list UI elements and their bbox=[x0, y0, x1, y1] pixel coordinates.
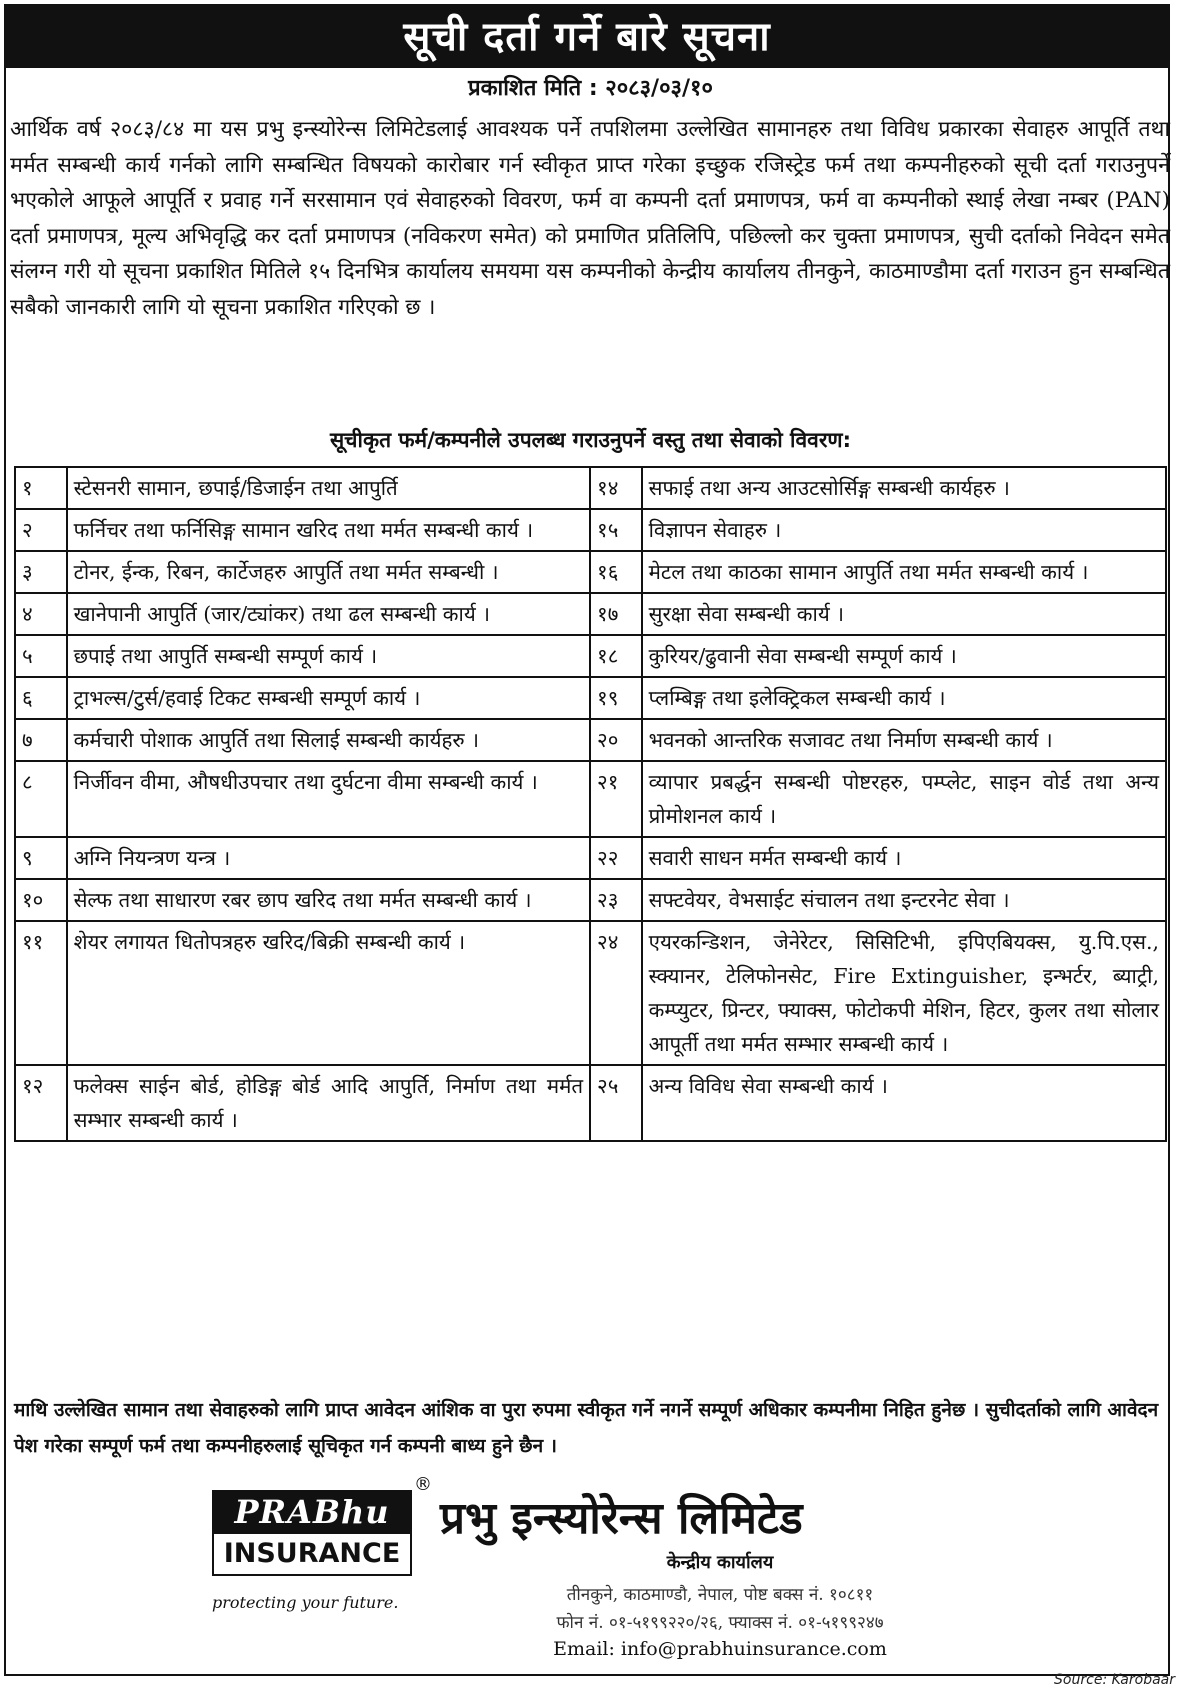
item-description: मेटल तथा काठका सामान आपुर्ति तथा मर्मत सम्बन्धी कार्य । bbox=[642, 551, 1166, 593]
registered-mark: ® bbox=[414, 1474, 432, 1495]
item-description: निर्जीवन वीमा, औषधीउपचार तथा दुर्घटना वीमा सम्बन्धी कार्य । bbox=[67, 761, 590, 837]
office-type: केन्द्रीय कार्यालय bbox=[666, 1552, 774, 1573]
item-description: व्यापार प्रबर्द्धन सम्बन्धी पोष्टरहरु, पम्प्लेट, साइन वोर्ड तथा अन्य प्रोमोशनल कार्य । bbox=[642, 761, 1166, 837]
logo-prabhu-text: PRABhu bbox=[212, 1490, 412, 1534]
item-number: १२ bbox=[15, 1065, 67, 1141]
item-description: एयरकन्डिशन, जेनेरेटर, सिसिटिभी, इपिएबियक्स, यु.पि.एस., स्क्यानर, टेलिफोनसेट, Fire Extinguisher, इन्भर्टर, ब्याट्री, कम्प्युटर, प्रिन्टर, फ्याक्स, फोटोकपी मेशिन, हिटर, कुलर तथा सोलार आपूर्ती तथा मर्मत सम्भार सम्बन्धी कार्य । bbox=[642, 921, 1166, 1065]
item-number: ८ bbox=[15, 761, 67, 837]
item-number: २५ bbox=[590, 1065, 642, 1141]
source-credit: Source: Karobaar bbox=[1054, 1672, 1175, 1688]
item-number: २२ bbox=[590, 837, 642, 879]
item-number: ७ bbox=[15, 719, 67, 761]
table-row bbox=[15, 635, 1166, 677]
item-number: १५ bbox=[590, 509, 642, 551]
item-description: भवनको आन्तरिक सजावट तथा निर्माण सम्बन्धी कार्य । bbox=[642, 719, 1166, 761]
table-row bbox=[15, 879, 1166, 921]
item-description: छपाई तथा आपुर्ति सम्बन्धी सम्पूर्ण कार्य । bbox=[67, 635, 590, 677]
item-number: २४ bbox=[590, 921, 642, 1065]
phone-line: फोन नं. ०१-५१९९२२०/२६, फ्याक्स नं. ०१-५१९९२४७ bbox=[556, 1613, 884, 1633]
table-row bbox=[15, 719, 1166, 761]
notice-body: आर्थिक वर्ष २०८३/८४ मा यस प्रभु इन्स्योरेन्स लिमिटेडलाई आवश्यक पर्ने तपशिलमा उल्लेखित सामानहरु तथा विविध प्रकारका सेवाहरु आपूर्ति तथा मर्मत सम्बन्धी कार्य गर्नको लागि सम्बन्धित विषयको कारोबार गर्न स्वीकृत प्राप्त गरेका इच्छुक रजिस्ट्रेड फर्म तथा कम्पनीहरुको सूची दर्ता गराउनुपर्ने भएकोले आफूले आपूर्ति र प्रवाह गर्ने सरसामान एवं सेवाहरुको विवरण, फर्म वा कम्पनी दर्ता प्रमाणपत्र, फर्म वा कम्पनीको स्थाई लेखा नम्बर (PAN) दर्ता प्रमाणपत्र, मूल्य अभिवृद्धि कर दर्ता प्रमाणपत्र (नविकरण समेत) को प्रमाणित प्रतिलिपि, पछिल्लो कर चुक्ता प्रमाणपत्र, सुची दर्ताको निवेदन समेत संलग्न गरी यो सूचना प्रकाशित मितिले १५ दिनभित्र कार्यालय समयमा यस कम्पनीको केन्द्रीय कार्यालय तीनकुने, काठमाण्डौमा दर्ता गराउन हुन सम्बन्धित सबैको जानकारी लागि यो सूचना प्रकाशित गरिएको छ । bbox=[10, 117, 1170, 320]
item-description: फर्निचर तथा फर्निसिङ्ग सामान खरिद तथा मर्मत सम्बन्धी कार्य । bbox=[67, 509, 590, 551]
list-heading: सूचीकृत फर्म/कम्पनीले उपलब्ध गराउनुपर्ने वस्तु तथा सेवाको विवरण: bbox=[329, 428, 851, 452]
item-number: १९ bbox=[590, 677, 642, 719]
item-number: १६ bbox=[590, 551, 642, 593]
logo-insurance-text: INSURANCE bbox=[212, 1534, 412, 1576]
item-number: ३ bbox=[15, 551, 67, 593]
item-description: प्लम्बिङ्ग तथा इलेक्ट्रिकल सम्बन्धी कार्य । bbox=[642, 677, 1166, 719]
item-number: ९ bbox=[15, 837, 67, 879]
item-description: सुरक्षा सेवा सम्बन्धी कार्य । bbox=[642, 593, 1166, 635]
item-number: ४ bbox=[15, 593, 67, 635]
published-date: प्रकाशित मिति : २०८३/०३/१० bbox=[468, 76, 713, 101]
table-row bbox=[15, 837, 1166, 879]
item-number: ११ bbox=[15, 921, 67, 1065]
item-description: खानेपानी आपुर्ति (जार/ट्यांकर) तथा ढल सम्बन्धी कार्य । bbox=[67, 593, 590, 635]
item-description: फलेक्स साईन बोर्ड, होडिङ्ग बोर्ड आदि आपुर्ति, निर्माण तथा मर्मत सम्भार सम्बन्धी कार्य । bbox=[67, 1065, 590, 1141]
footer-note: माथि उल्लेखित सामान तथा सेवाहरुको लागि प्राप्त आवेदन आंशिक वा पुरा रुपमा स्वीकृत गर्ने नगर्ने सम्पूर्ण अधिकार कम्पनीमा निहित हुनेछ । सुचीदर्ताको लागि आवेदन पेश गरेका सम्पूर्ण फर्म तथा कम्पनीहरुलाई सूचिकृत गर्न कम्पनी बाध्य हुने छैन । bbox=[14, 1399, 1159, 1457]
table-row bbox=[15, 593, 1166, 635]
email-line[interactable]: Email: info@prabhuinsurance.com bbox=[553, 1638, 887, 1660]
item-description: सफ्टवेयर, वेभसाईट संचालन तथा इन्टरनेट सेवा । bbox=[642, 879, 1166, 921]
item-description: सफाई तथा अन्य आउटसोर्सिङ्ग सम्बन्धी कार्यहरु । bbox=[642, 467, 1166, 509]
table-row bbox=[15, 1065, 1166, 1141]
table-row bbox=[15, 761, 1166, 837]
item-description: विज्ञापन सेवाहरु । bbox=[642, 509, 1166, 551]
item-number: २ bbox=[15, 509, 67, 551]
item-description: शेयर लगायत धितोपत्रहरु खरिद/बिक्री सम्बन्धी कार्य । bbox=[67, 921, 590, 1065]
item-number: १ bbox=[15, 467, 67, 509]
notice-title: सूची दर्ता गर्ने बारे सूचना bbox=[6, 6, 1168, 68]
table-row bbox=[15, 509, 1166, 551]
address-line: तीनकुने, काठमाण्डौ, नेपाल, पोष्ट बक्स नं. १०८११ bbox=[566, 1585, 874, 1605]
item-number: ५ bbox=[15, 635, 67, 677]
item-description: कुरियर/ढुवानी सेवा सम्बन्धी सम्पूर्ण कार्य । bbox=[642, 635, 1166, 677]
table-row bbox=[15, 551, 1166, 593]
items-table bbox=[14, 466, 1167, 1142]
item-description: टोनर, ईन्क, रिबन, कार्टेजहरु आपुर्ति तथा मर्मत सम्बन्धी । bbox=[67, 551, 590, 593]
item-description: सवारी साधन मर्मत सम्बन्धी कार्य । bbox=[642, 837, 1166, 879]
company-name: प्रभु इन्स्योरेन्स लिमिटेड bbox=[440, 1493, 803, 1544]
item-description: सेल्फ तथा साधारण रबर छाप खरिद तथा मर्मत सम्बन्धी कार्य । bbox=[67, 879, 590, 921]
item-number: २३ bbox=[590, 879, 642, 921]
table-row bbox=[15, 677, 1166, 719]
item-description: अग्नि नियन्त्रण यन्त्र । bbox=[67, 837, 590, 879]
item-number: १७ bbox=[590, 593, 642, 635]
item-number: १८ bbox=[590, 635, 642, 677]
item-description: ट्राभल्स/टुर्स/हवाई टिकट सम्बन्धी सम्पूर्ण कार्य । bbox=[67, 677, 590, 719]
item-description: कर्मचारी पोशाक आपुर्ति तथा सिलाई सम्बन्धी कार्यहरु । bbox=[67, 719, 590, 761]
item-number: २० bbox=[590, 719, 642, 761]
item-number: २१ bbox=[590, 761, 642, 837]
table-row bbox=[15, 467, 1166, 509]
logo-tagline: protecting your future. bbox=[212, 1593, 399, 1612]
table-row bbox=[15, 921, 1166, 1065]
item-number: १० bbox=[15, 879, 67, 921]
company-logo bbox=[212, 1490, 412, 1576]
item-description: स्टेसनरी सामान, छपाई/डिजाईन तथा आपुर्ति bbox=[67, 467, 590, 509]
item-description: अन्य विविध सेवा सम्बन्धी कार्य । bbox=[642, 1065, 1166, 1141]
item-number: १४ bbox=[590, 467, 642, 509]
item-number: ६ bbox=[15, 677, 67, 719]
